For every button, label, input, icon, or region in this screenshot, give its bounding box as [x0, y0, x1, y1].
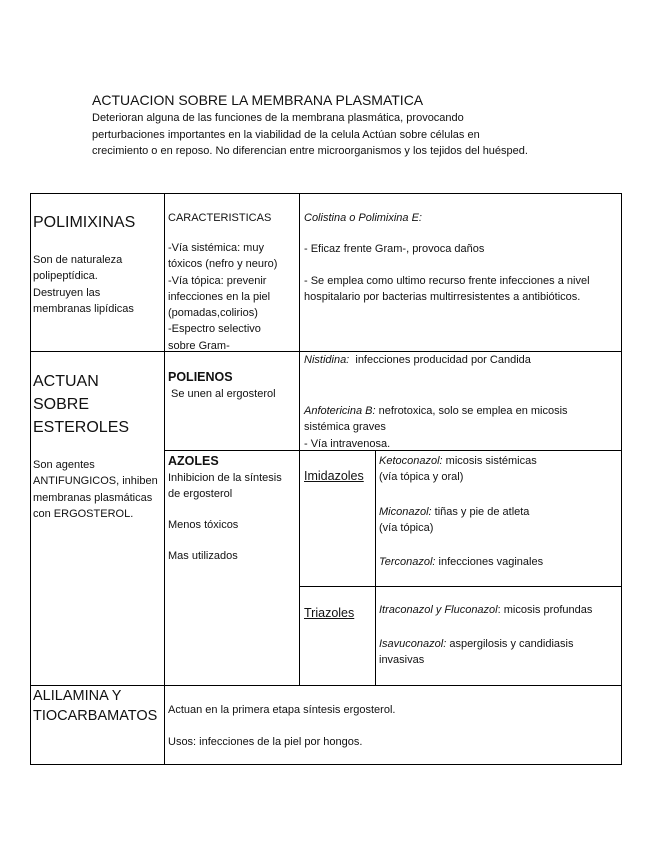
intro-line: Deterioran alguna de las funciones de la membrana plasmática, provocando: [92, 112, 464, 124]
drug-use: micosis sistémicas: [445, 455, 537, 467]
char-line: -Vía tópica: prevenir: [168, 274, 267, 287]
itraconazol-entry: [379, 602, 592, 618]
drug-name: Colistina o Polimixina E:: [304, 212, 422, 224]
drug-line: sistémica graves: [304, 421, 386, 434]
drug-name: Itraconazol y Fluconazol: [379, 604, 498, 616]
colistina-name: [304, 210, 422, 226]
desc-line: Destruyen las: [33, 286, 101, 299]
grid-line: [30, 193, 622, 194]
terconazol-entry: [379, 554, 543, 570]
char-line: (pomadas,colirios): [168, 307, 258, 320]
char-line: -Espectro selectivo: [168, 323, 261, 336]
desc-line: con ERGOSTEROL.: [33, 507, 134, 520]
azoles-most-used: Mas utilizados: [168, 550, 238, 562]
char-line: infecciones en la piel: [168, 290, 271, 303]
polimixinas-desc: [33, 252, 134, 317]
drug-line: - Vía intravenosa.: [304, 437, 391, 450]
polienos-title: POLIENOS: [168, 370, 233, 384]
grid-line: [30, 193, 31, 765]
drug-use: infecciones producidad por Candida: [355, 354, 531, 366]
grid-line: [164, 193, 165, 765]
drug-name: Ketoconazol:: [379, 455, 443, 467]
azoles-desc: [168, 470, 282, 503]
desc-line: Son de naturaleza: [33, 254, 123, 266]
drug-route: (vía tópica): [379, 522, 434, 535]
imidazoles-label: Imidazoles: [304, 469, 364, 483]
grid-line: [30, 764, 622, 765]
desc-line: membranas plasmáticas: [33, 491, 153, 504]
page-title: ACTUACION SOBRE LA MEMBRANA PLASMATICA: [92, 92, 424, 108]
char-line: sobre Gram-: [168, 339, 230, 352]
intro-line: crecimiento o en reposo. No diferencian entre microorganismos y los tejidos del huésped.: [92, 145, 528, 157]
drug-line: invasivas: [379, 654, 425, 667]
intro-paragraph: [92, 110, 612, 160]
grid-line: [621, 193, 622, 765]
alilamina-uses: Usos: infecciones de la piel por hongos.: [168, 736, 363, 748]
drug-name: Anfotericina B:: [304, 405, 376, 417]
drug-name: Miconazol:: [379, 506, 432, 518]
title-line: SOBRE: [33, 396, 90, 413]
characteristics-list: [168, 240, 277, 354]
desc-line: Inhibicion de la síntesis: [168, 472, 282, 484]
title-line: ACTUAN: [33, 373, 99, 390]
drug-use: : micosis profundas: [497, 604, 593, 616]
char-line: -Vía sistémica: muy: [168, 242, 264, 254]
use-line: hospitalario por bacterias multirresistentes a antibióticos.: [304, 291, 581, 304]
title-line: ALILAMINA Y: [33, 688, 122, 704]
desc-line: polipeptídica.: [33, 270, 98, 283]
miconazol-entry: [379, 504, 529, 537]
azoles-title: AZOLES: [168, 454, 219, 468]
characteristics-title: CARACTERISTICAS: [168, 212, 272, 224]
azoles-less-toxic: Menos tóxicos: [168, 519, 239, 531]
desc-line: membranas lipídicas: [33, 302, 134, 315]
title-line: TIOCARBAMATOS: [33, 708, 158, 724]
drug-name: Isavuconazol:: [379, 638, 447, 650]
intro-line: perturbaciones importantes en la viabilidad de la celula Actúan sobre células en: [92, 128, 480, 141]
desc-line: Son agentes: [33, 459, 95, 471]
grid-line: [299, 193, 300, 686]
colistina-use-2: [304, 273, 590, 306]
colistina-use: - Eficaz frente Gram-, provoca daños: [304, 243, 485, 255]
esteroles-desc: [33, 457, 158, 522]
drug-name: Terconazol:: [379, 556, 436, 568]
polienos-desc: Se unen al ergosterol: [171, 388, 276, 400]
drug-name: Nistidina:: [304, 354, 350, 366]
nistatina-entry: [304, 352, 531, 368]
alilamina-title: [33, 686, 157, 726]
char-line: tóxicos (nefro y neuro): [168, 258, 278, 271]
alilamina-action: Actuan en la primera etapa síntesis ergosterol.: [168, 704, 396, 716]
triazoles-label: Triazoles: [304, 606, 355, 620]
esteroles-title: [33, 370, 129, 439]
desc-line: ANTIFUNGICOS, inhiben: [33, 475, 158, 488]
grid-line: [299, 586, 622, 587]
grid-line: [375, 450, 376, 686]
title-line: ESTEROLES: [33, 419, 130, 436]
isavuconazol-entry: [379, 636, 573, 669]
anfotericina-entry: [304, 403, 568, 452]
polimixinas-title: POLIMIXINAS: [33, 214, 136, 231]
drug-use: aspergilosis y candidiasis: [449, 638, 574, 650]
ketoconazol-entry: [379, 453, 537, 486]
use-line: - Se emplea como ultimo recurso frente infecciones a nivel: [304, 275, 590, 287]
drug-route: (vía tópica y oral): [379, 471, 464, 484]
drug-use: tiñas y pie de atleta: [434, 506, 530, 518]
drug-use: nefrotoxica, solo se emplea en micosis: [378, 405, 568, 417]
desc-line: de ergosterol: [168, 488, 233, 501]
drug-use: infecciones vaginales: [438, 556, 544, 568]
